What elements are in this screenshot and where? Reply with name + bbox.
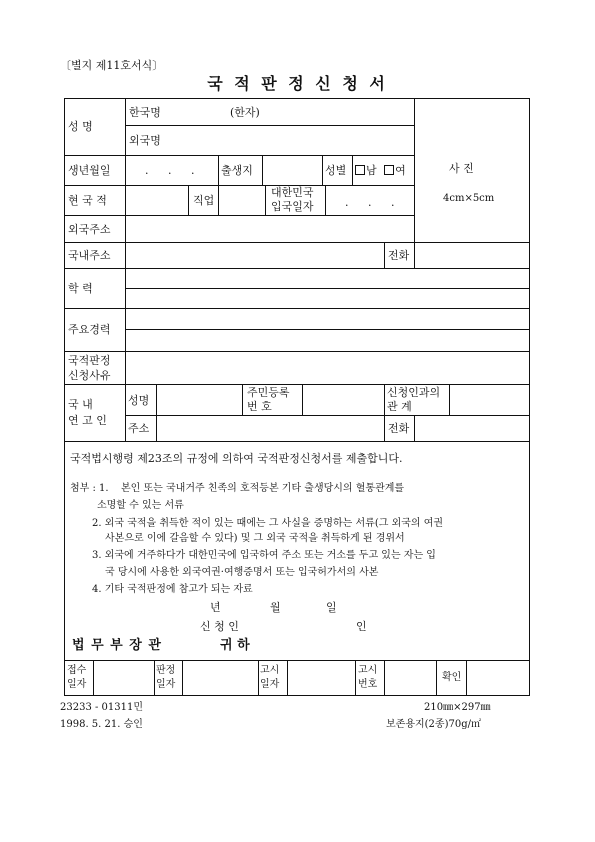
- career-field[interactable]: [127, 310, 529, 350]
- paper-type: 보존용지(2종)70g/㎡: [386, 719, 481, 730]
- guarantor-name-label: 성명: [128, 394, 150, 407]
- photo-size-label: 4cm×5cm: [443, 193, 495, 204]
- female-checkbox[interactable]: [384, 165, 394, 175]
- sex-label: 성별: [325, 164, 347, 177]
- birthplace-label: 출생지: [221, 164, 253, 177]
- education-field[interactable]: [127, 270, 529, 307]
- judgment-date-label-line2: 일자: [156, 679, 176, 690]
- relation-field[interactable]: [451, 386, 529, 414]
- form-title: 국 적 판 정 신 청 서: [207, 74, 388, 93]
- guarantor-address-field[interactable]: [158, 417, 383, 440]
- judgment-date-label-line1: 판정: [156, 665, 176, 676]
- relation-label-line1: 신청인과의: [387, 386, 441, 399]
- education-label: 학 력: [68, 282, 93, 295]
- date-month-label: 월: [270, 601, 281, 614]
- id-number-label-line1: 주민등록: [247, 386, 290, 399]
- table-line: [125, 384, 126, 441]
- nationality-label: 현 국 적: [68, 194, 107, 207]
- table-line: [384, 242, 385, 268]
- table-line: [218, 155, 219, 185]
- receipt-date-label-line1: 접수: [67, 665, 87, 676]
- birth-date-field[interactable]: . . .: [145, 164, 203, 177]
- male-checkbox[interactable]: [355, 165, 365, 175]
- korean-name-field[interactable]: [170, 100, 412, 124]
- table-line: [93, 660, 94, 696]
- confirm-field[interactable]: [468, 662, 529, 695]
- table-line: [64, 268, 530, 269]
- female-label: 여: [395, 164, 406, 177]
- form-number: 〔별지 제11호서식〕: [60, 59, 164, 72]
- table-line: [355, 660, 356, 696]
- date-day-label: 일: [326, 601, 337, 614]
- date-year-label: 년: [210, 601, 221, 614]
- id-number-label-line2: 번 호: [247, 400, 272, 413]
- birth-date-label: 생년월일: [68, 164, 111, 177]
- guarantor-address-label: 주소: [128, 422, 150, 435]
- attachment-1-line1: 본인 또는 국내거주 친족의 호적등본 기타 출생당시의 혈통관계를: [121, 483, 405, 494]
- male-label: 남: [366, 164, 377, 177]
- table-line: [258, 660, 259, 696]
- table-line: [125, 98, 126, 384]
- paper-size: 210㎜×297㎜: [424, 702, 491, 713]
- table-line: [125, 125, 414, 126]
- attachment-2-line1: 2. 외국 국적을 취득한 적이 있는 때에는 그 사실을 증명하는 서류(그 외국의 여권: [92, 518, 444, 529]
- judgment-date-field[interactable]: [184, 662, 257, 695]
- reason-label-line2: 신청사유: [68, 369, 111, 382]
- table-line: [449, 384, 450, 415]
- table-line: [322, 155, 323, 185]
- table-line: [384, 660, 385, 696]
- table-line: [64, 384, 530, 385]
- receipt-date-field[interactable]: [95, 662, 153, 695]
- table-line: [64, 215, 414, 216]
- table-line: [262, 155, 263, 185]
- applicant-signature-field[interactable]: [250, 618, 350, 634]
- table-line: [218, 185, 219, 215]
- domestic-address-field[interactable]: [127, 244, 383, 267]
- guarantor-label-line1: 국 내: [68, 398, 93, 411]
- notice-number-label-line1: 고시: [358, 665, 378, 676]
- table-line: [64, 441, 530, 442]
- guarantor-name-field[interactable]: [158, 386, 241, 414]
- attachment-4: 4. 기타 국적판정에 참고가 되는 자료: [92, 584, 253, 595]
- minister-label: 법 무 부 장 관: [72, 638, 162, 653]
- reason-field[interactable]: [127, 353, 529, 383]
- table-line: [287, 660, 288, 696]
- seal-label: 인: [356, 620, 367, 633]
- table-line: [64, 351, 530, 352]
- occupation-label: 직업: [193, 194, 215, 207]
- korean-name-label: 한국명: [129, 106, 161, 119]
- table-line: [265, 185, 266, 215]
- table-line: [466, 660, 467, 696]
- approval-date: 1998. 5. 21. 승인: [60, 719, 143, 730]
- career-label: 주요경력: [68, 323, 111, 336]
- notice-date-label-line2: 일자: [260, 679, 280, 690]
- statement-text: 국적법시행령 제23조의 규정에 의하여 국적판정신청서를 제출합니다.: [70, 452, 403, 465]
- occupation-field[interactable]: [220, 187, 264, 214]
- form-code: 23233 - 01311민: [60, 702, 144, 713]
- notice-number-field[interactable]: [386, 662, 435, 695]
- foreign-name-field[interactable]: [170, 127, 412, 154]
- applicant-label: 신 청 인: [200, 620, 239, 633]
- table-line: [64, 185, 414, 186]
- table-line: [182, 660, 183, 696]
- confirm-label: 확인: [442, 672, 462, 683]
- guarantor-label-line2: 연 고 인: [68, 414, 107, 427]
- sex-options: [355, 164, 406, 177]
- entry-date-label-line1: 대한민국: [271, 186, 314, 199]
- table-line: [436, 660, 437, 696]
- table-line: [302, 384, 303, 415]
- foreign-name-label: 외국명: [129, 134, 161, 147]
- table-line: [64, 155, 414, 156]
- domestic-address-label: 국내주소: [68, 249, 111, 262]
- table-line: [352, 155, 353, 185]
- photo-box[interactable]: [415, 99, 529, 267]
- table-line: [384, 384, 385, 441]
- receipt-date-label-line2: 일자: [67, 679, 87, 690]
- table-line: [64, 660, 530, 661]
- foreign-address-label: 외국주소: [68, 223, 111, 236]
- relation-label-line2: 관 계: [387, 400, 412, 413]
- id-number-field[interactable]: [304, 386, 383, 414]
- guarantor-phone-field[interactable]: [416, 417, 529, 440]
- table-line: [125, 415, 530, 416]
- reason-label-line1: 국적판정: [68, 354, 111, 367]
- table-line: [154, 660, 155, 696]
- attachment-2-line2: 사본으로 이에 갈음할 수 있다) 및 그 외국 국적을 취득하게 된 경위서: [105, 533, 405, 544]
- birthplace-field[interactable]: [264, 157, 321, 184]
- phone-label: 전화: [388, 249, 410, 262]
- notice-number-label-line2: 번호: [358, 679, 378, 690]
- foreign-address-field[interactable]: [127, 217, 413, 241]
- table-line: [414, 415, 415, 441]
- table-line: [64, 308, 530, 309]
- name-label: 성 명: [68, 120, 93, 133]
- attachment-3-line2: 국 당시에 사용한 외국여권·여행증명서 또는 입국허가서의 사본: [105, 567, 379, 578]
- phone-field[interactable]: [416, 244, 529, 267]
- attachments-label: 첨부 : 1.: [70, 483, 109, 494]
- hanja-label: (한자): [230, 106, 260, 119]
- attachment-3-line1: 3. 외국에 거주하다가 대한민국에 입국하여 주소 또는 거소를 두고 있는 자는 입: [92, 550, 436, 561]
- addressee-label: 귀 하: [220, 638, 250, 653]
- table-line: [325, 185, 326, 215]
- entry-date-label-line2: 입국일자: [271, 200, 314, 213]
- nationality-field[interactable]: [127, 187, 187, 214]
- notice-date-label-line1: 고시: [260, 665, 280, 676]
- entry-date-field[interactable]: . . .: [345, 196, 403, 209]
- guarantor-phone-label: 전화: [388, 422, 410, 435]
- photo-label: 사 진: [449, 162, 474, 175]
- table-line: [156, 384, 157, 441]
- attachment-1-line2: 소명할 수 있는 서류: [97, 500, 184, 511]
- table-line: [242, 384, 243, 415]
- notice-date-field[interactable]: [289, 662, 354, 695]
- table-line: [188, 185, 189, 215]
